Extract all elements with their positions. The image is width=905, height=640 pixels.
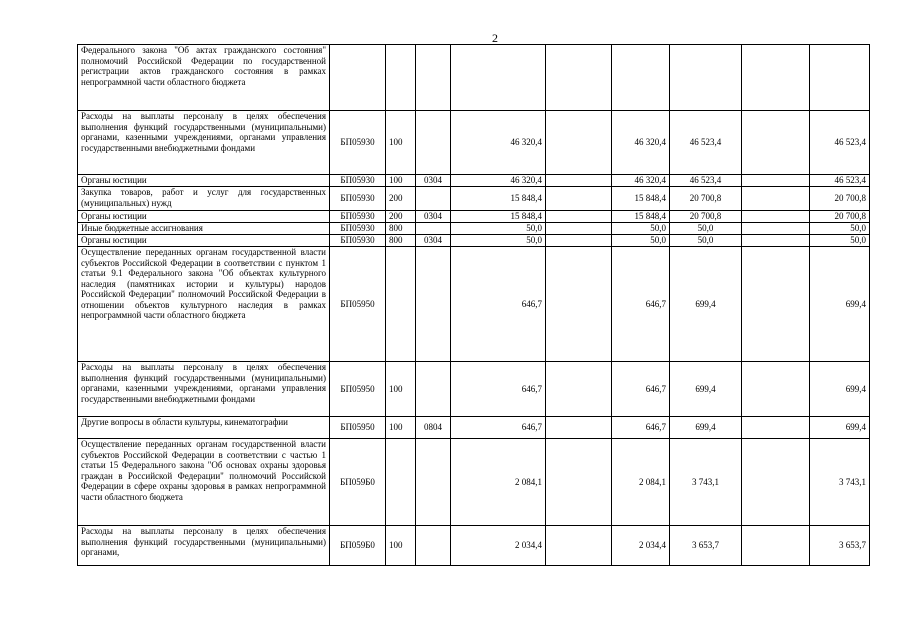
row-vr-cell: 100 <box>386 362 416 417</box>
row-value-cell <box>546 45 612 111</box>
row-value-cell: 20 700,8 <box>810 187 870 211</box>
row-name-cell: Расходы на выплаты персоналу в целях обеспечения выполнения функций государственными (муниципальными) органами, казенными учреждениями, органами управления государственными внебюджетными фондами <box>78 111 330 175</box>
row-value-cell: 646,7 <box>451 362 546 417</box>
row-value-cell <box>742 247 810 362</box>
row-value-cell <box>546 235 612 247</box>
row-value-cell: 3 653,7 <box>670 526 742 566</box>
row-vr-cell: 800 <box>386 235 416 247</box>
row-code-cell: БП05930 <box>330 223 386 235</box>
row-value-cell <box>742 417 810 439</box>
row-value-cell: 2 084,1 <box>612 439 670 526</box>
row-name-cell: Другие вопросы в области культуры, кинематографии <box>78 417 330 439</box>
row-section-cell <box>416 187 451 211</box>
row-section-cell: 0304 <box>416 235 451 247</box>
table-row <box>78 417 870 439</box>
row-value-cell <box>546 526 612 566</box>
row-code-cell: БП05930 <box>330 211 386 223</box>
row-value-cell: 699,4 <box>810 362 870 417</box>
table-row <box>78 247 870 362</box>
row-code-cell <box>330 45 386 111</box>
row-value-cell <box>742 111 810 175</box>
row-vr-cell: 200 <box>386 211 416 223</box>
row-value-cell: 46 523,4 <box>670 175 742 187</box>
row-value-cell: 46 320,4 <box>612 175 670 187</box>
row-value-cell <box>810 45 870 111</box>
row-value-cell <box>742 362 810 417</box>
table-row <box>78 223 870 235</box>
row-value-cell: 2 084,1 <box>451 439 546 526</box>
row-value-cell: 646,7 <box>451 247 546 362</box>
row-value-cell: 15 848,4 <box>612 211 670 223</box>
row-section-cell <box>416 111 451 175</box>
row-value-cell: 50,0 <box>451 223 546 235</box>
row-value-cell: 50,0 <box>670 223 742 235</box>
row-code-cell: БП05930 <box>330 187 386 211</box>
row-value-cell: 20 700,8 <box>810 211 870 223</box>
row-value-cell: 46 320,4 <box>451 175 546 187</box>
row-name-cell: Расходы на выплаты персоналу в целях обеспечения выполнения функций государственными (муниципальными) органами, <box>78 526 330 566</box>
row-vr-cell: 100 <box>386 526 416 566</box>
row-value-cell: 699,4 <box>810 247 870 362</box>
row-value-cell <box>742 175 810 187</box>
row-value-cell <box>546 175 612 187</box>
row-section-cell <box>416 526 451 566</box>
table-row <box>78 111 870 175</box>
row-value-cell: 46 523,4 <box>670 111 742 175</box>
row-value-cell: 646,7 <box>612 247 670 362</box>
table-row <box>78 235 870 247</box>
row-value-cell <box>612 45 670 111</box>
page-number: 2 <box>492 31 498 45</box>
row-value-cell: 46 320,4 <box>451 111 546 175</box>
row-value-cell: 699,4 <box>670 417 742 439</box>
row-value-cell: 50,0 <box>670 235 742 247</box>
row-code-cell: БП05930 <box>330 235 386 247</box>
table-row <box>78 439 870 526</box>
row-value-cell <box>742 45 810 111</box>
row-vr-cell: 800 <box>386 223 416 235</box>
row-name-cell: Иные бюджетные ассигнования <box>78 223 330 235</box>
row-value-cell: 15 848,4 <box>451 187 546 211</box>
row-value-cell <box>546 223 612 235</box>
row-value-cell: 20 700,8 <box>670 211 742 223</box>
row-value-cell <box>451 45 546 111</box>
row-value-cell: 46 523,4 <box>810 111 870 175</box>
row-value-cell: 3 653,7 <box>810 526 870 566</box>
row-value-cell: 646,7 <box>612 362 670 417</box>
row-value-cell <box>546 247 612 362</box>
row-value-cell <box>742 223 810 235</box>
row-value-cell: 20 700,8 <box>670 187 742 211</box>
row-value-cell: 15 848,4 <box>451 211 546 223</box>
row-value-cell: 646,7 <box>451 417 546 439</box>
row-value-cell <box>546 439 612 526</box>
row-value-cell: 46 523,4 <box>810 175 870 187</box>
row-value-cell <box>546 417 612 439</box>
row-section-cell <box>416 223 451 235</box>
row-value-cell: 50,0 <box>810 235 870 247</box>
row-section-cell: 0304 <box>416 211 451 223</box>
row-vr-cell: 200 <box>386 187 416 211</box>
row-code-cell: БП059Б0 <box>330 439 386 526</box>
row-section-cell <box>416 247 451 362</box>
row-value-cell: 699,4 <box>670 362 742 417</box>
row-section-cell <box>416 45 451 111</box>
row-code-cell: БП05930 <box>330 175 386 187</box>
row-value-cell <box>546 211 612 223</box>
row-value-cell <box>742 187 810 211</box>
row-name-cell: Осуществление переданных органам государственной власти субъектов Российской Федерации в соответствии с частью 1 статьи 15 Федерального закона "Об основах охраны здоровья граждан в Российской Федерации" полномочий Российской Федерации в сфере охраны здоровья в рамках непрограммной части областного бюджета <box>78 439 330 526</box>
row-name-cell: Осуществление переданных органам государственной власти субъектов Российской Федерации в соответствии с пунктом 1 статьи 9.1 Федерального закона "Об объектах культурного наследия (памятниках истории и культуры) народов Российской Федерации" полномочий Российской Федерации в отношении объектов культурного наследия в рамках непрограммной части областного бюджета <box>78 247 330 362</box>
row-section-cell: 0804 <box>416 417 451 439</box>
row-value-cell: 2 034,4 <box>451 526 546 566</box>
table-row <box>78 187 870 211</box>
row-name-cell: Федерального закона "Об актах гражданского состояния" полномочий Российской Федерации по государственной регистрации актов гражданского состояния в рамках непрограммной части областного бюджета <box>78 45 330 111</box>
row-vr-cell: 100 <box>386 417 416 439</box>
row-vr-cell <box>386 439 416 526</box>
row-vr-cell: 100 <box>386 111 416 175</box>
row-name-cell: Органы юстиции <box>78 235 330 247</box>
row-value-cell: 50,0 <box>612 223 670 235</box>
row-name-cell: Органы юстиции <box>78 175 330 187</box>
row-value-cell: 46 320,4 <box>612 111 670 175</box>
row-name-cell: Расходы на выплаты персоналу в целях обеспечения выполнения функций государственными (муниципальными) органами, казенными учреждениями, органами управления государственными внебюджетными фондами <box>78 362 330 417</box>
table-row <box>78 362 870 417</box>
row-code-cell: БП05950 <box>330 417 386 439</box>
row-value-cell: 3 743,1 <box>810 439 870 526</box>
row-value-cell: 50,0 <box>612 235 670 247</box>
row-value-cell <box>546 187 612 211</box>
row-vr-cell: 100 <box>386 175 416 187</box>
row-value-cell <box>670 45 742 111</box>
row-value-cell: 2 034,4 <box>612 526 670 566</box>
row-vr-cell <box>386 45 416 111</box>
row-value-cell <box>742 526 810 566</box>
row-section-cell <box>416 362 451 417</box>
row-name-cell: Закупка товаров, работ и услуг для государственных (муниципальных) нужд <box>78 187 330 211</box>
table-row <box>78 211 870 223</box>
row-value-cell: 699,4 <box>670 247 742 362</box>
row-name-cell: Органы юстиции <box>78 211 330 223</box>
row-value-cell: 699,4 <box>810 417 870 439</box>
row-code-cell: БП05950 <box>330 247 386 362</box>
row-value-cell <box>742 235 810 247</box>
row-value-cell <box>546 111 612 175</box>
row-section-cell <box>416 439 451 526</box>
row-value-cell <box>742 439 810 526</box>
row-value-cell: 50,0 <box>810 223 870 235</box>
row-value-cell: 646,7 <box>612 417 670 439</box>
row-code-cell: БП05950 <box>330 362 386 417</box>
row-value-cell <box>742 211 810 223</box>
row-value-cell: 15 848,4 <box>612 187 670 211</box>
table-row <box>78 526 870 566</box>
row-section-cell: 0304 <box>416 175 451 187</box>
table-body <box>78 45 870 566</box>
row-code-cell: БП059Б0 <box>330 526 386 566</box>
row-value-cell: 3 743,1 <box>670 439 742 526</box>
table-row <box>78 175 870 187</box>
row-code-cell: БП05930 <box>330 111 386 175</box>
row-vr-cell <box>386 247 416 362</box>
budget-table <box>77 44 870 566</box>
table-row <box>78 45 870 111</box>
row-value-cell <box>546 362 612 417</box>
row-value-cell: 50,0 <box>451 235 546 247</box>
